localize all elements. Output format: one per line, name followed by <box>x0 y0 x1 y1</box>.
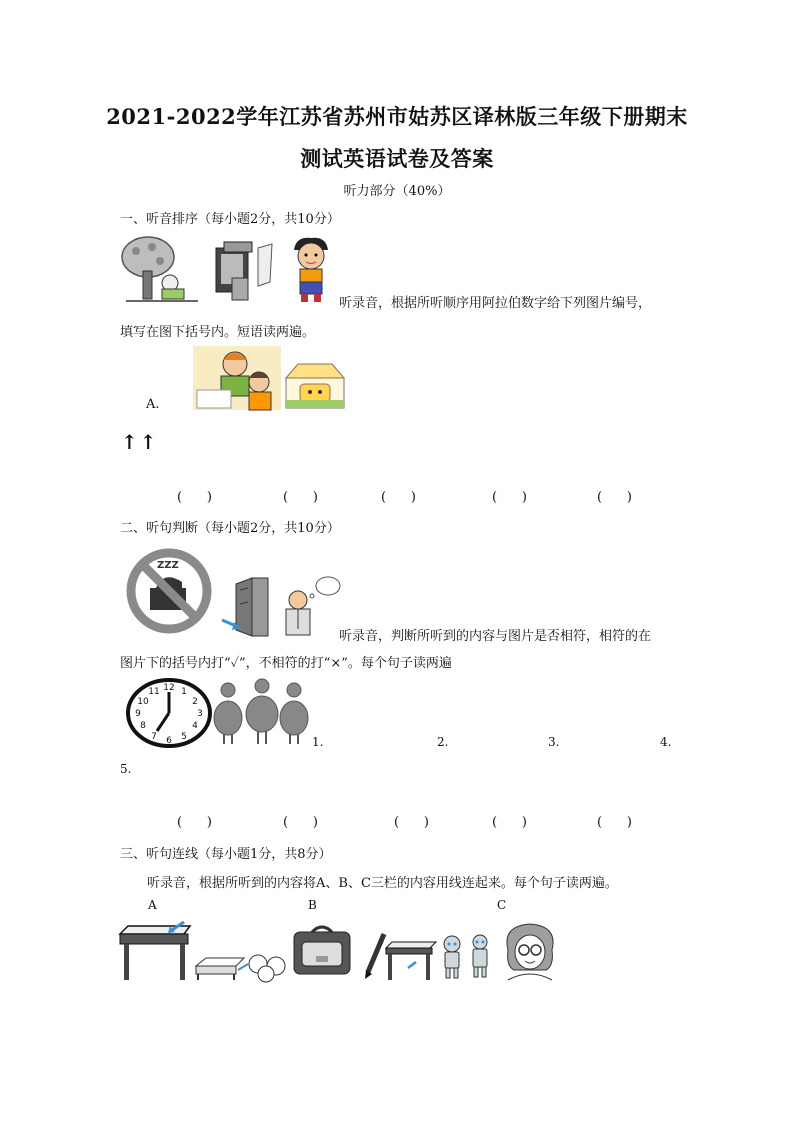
section2-heading: 二、听句判断（每小题2分，共10分） <box>120 521 340 536</box>
robots-image <box>438 934 494 980</box>
bag-image <box>290 922 354 978</box>
clock-icon <box>126 678 212 748</box>
milk-carton-image <box>282 360 348 410</box>
clock-numeral-4: 4 <box>192 721 198 731</box>
ducks-image <box>212 676 312 748</box>
clock-numeral-10: 10 <box>137 697 149 707</box>
page-title-line1: 2021-2022学年江苏省苏州市姑苏区译林版三年级下册期末 <box>106 104 688 129</box>
section1-answer-bracket-2[interactable]: ( ) <box>283 490 318 505</box>
column-b-label: B <box>308 898 317 912</box>
section1-instruction-a: 听录音，根据所听顺序用阿拉伯数字给下列图片编号， <box>339 296 652 311</box>
tree-girl-image <box>118 235 200 305</box>
section1-answer-bracket-4[interactable]: ( ) <box>492 490 527 505</box>
clock-numeral-8: 8 <box>140 721 146 731</box>
section1-heading: 一、听音排序（每小题2分，共10分） <box>120 212 340 227</box>
clock-numeral-2: 2 <box>192 697 198 707</box>
clock-numeral-5: 5 <box>181 732 187 742</box>
clock-numeral-3: 3 <box>197 709 203 719</box>
zzz-text: ZZZ <box>157 560 179 571</box>
clock-numeral-6: 6 <box>166 736 172 746</box>
section2-answer-bracket-5[interactable]: ( ) <box>597 815 632 830</box>
arrows-icon: ↑↑ <box>121 430 159 454</box>
section2-answer-bracket-1[interactable]: ( ) <box>177 815 212 830</box>
section1-instruction-b: 填写在图下括号内。短语读两遍。 <box>120 325 316 340</box>
section1-option-label: A. <box>146 397 160 412</box>
section1-answer-bracket-3[interactable]: ( ) <box>381 490 416 505</box>
column-a-label: A <box>148 898 157 912</box>
section2-instruction-a: 听录音，判断所听到的内容与图片是否相符，相符的在 <box>339 629 652 644</box>
section2-answer-bracket-4[interactable]: ( ) <box>492 815 527 830</box>
kids-drawing-image <box>193 346 281 410</box>
page-title-line2: 测试英语试卷及答案 <box>300 146 494 171</box>
clock-numeral-9: 9 <box>135 709 141 719</box>
boy-image <box>286 236 336 304</box>
column-c-label: C <box>497 898 507 912</box>
section2-number-2: 2. <box>437 735 449 749</box>
section1-answer-bracket-1[interactable]: ( ) <box>177 490 212 505</box>
section1-answer-bracket-5[interactable]: ( ) <box>597 490 632 505</box>
section2-number-5: 5. <box>120 762 132 776</box>
section2-number-4: 4. <box>660 735 672 749</box>
section3-instruction: 听录音，根据所听到的内容将A、B、C三栏的内容用线连起来。每个句子读两遍。 <box>147 876 618 891</box>
clock-numeral-7: 7 <box>151 732 157 742</box>
door-man-image <box>218 574 342 638</box>
clock-numeral-12: 12 <box>163 683 175 693</box>
no-sleeping-sign-icon <box>124 548 214 634</box>
section2-number-1: 1. <box>312 735 324 749</box>
clock-numeral-11: 11 <box>148 687 160 697</box>
section2-answer-bracket-3[interactable]: ( ) <box>394 815 429 830</box>
small-desk-image <box>384 940 438 982</box>
section2-instruction-b: 图片下的括号内打“✓”，不相符的打“×”。每个句子读两遍 <box>120 656 452 671</box>
woman-glasses-image <box>500 920 560 982</box>
section2-number-3: 3. <box>548 735 560 749</box>
clock-numeral-1: 1 <box>181 687 187 697</box>
section3-heading: 三、听句连线（每小题1分，共8分） <box>120 847 332 862</box>
bed-oranges-image <box>194 944 290 982</box>
book-image <box>210 238 280 302</box>
listening-subtitle: 听力部分（40%） <box>343 184 451 199</box>
section2-answer-bracket-2[interactable]: ( ) <box>283 815 318 830</box>
desk-image <box>118 920 192 982</box>
